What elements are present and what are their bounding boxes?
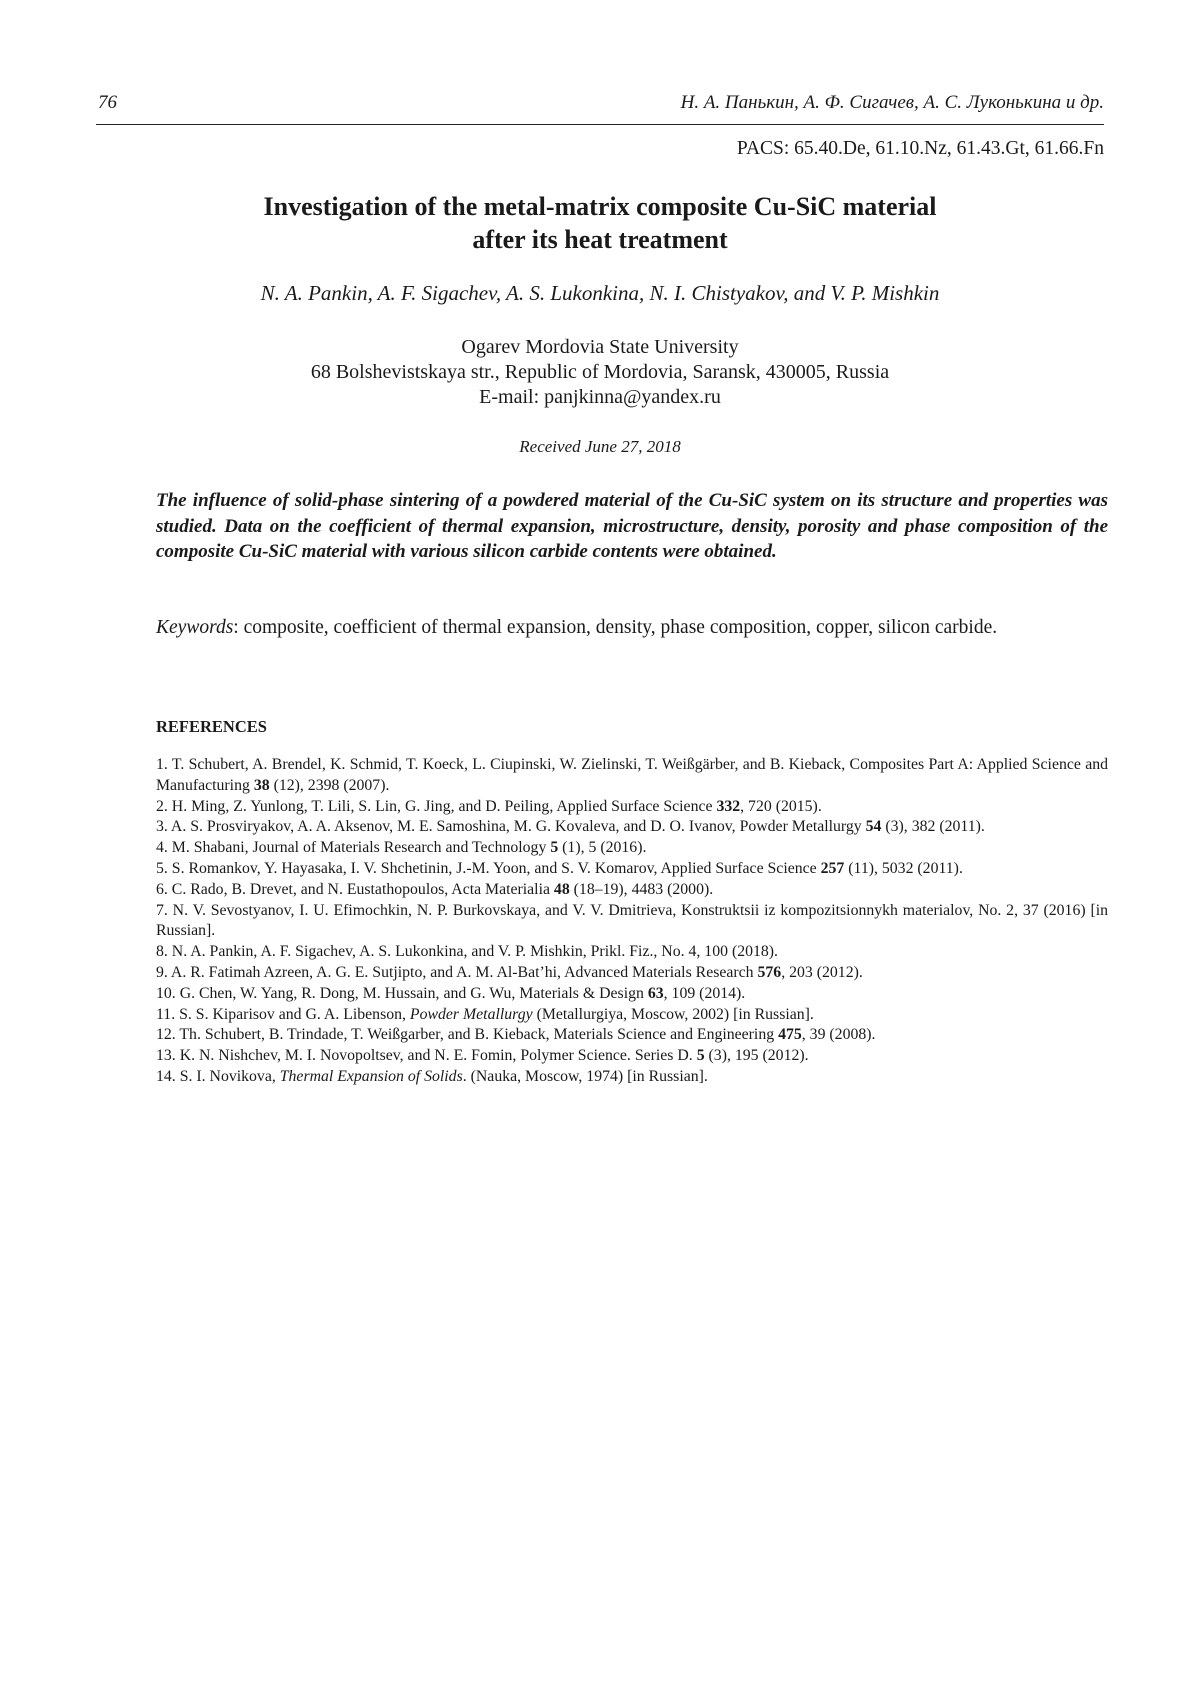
reference-text: 13. K. N. Nishchev, M. I. Novopoltsev, and N. E. Fomin, Polymer Science. Series D.: [156, 1047, 697, 1064]
reference-text: (3), 195 (2012).: [705, 1047, 809, 1064]
institution-address: 68 Bolshevistskaya str., Republic of Mordovia, Saransk, 430005, Russia: [100, 360, 1100, 385]
reference-item: [156, 838, 1108, 859]
page-number: 76: [98, 92, 117, 114]
institution-name: Ogarev Mordovia State University: [100, 335, 1100, 360]
keywords: [156, 615, 1108, 641]
reference-text: , 203 (2012).: [781, 964, 863, 981]
reference-text: 7. N. V. Sevostyanov, I. U. Efimochkin, N. P. Burkovskaya, and V. V. Dmitrieva, Konstruktsii iz kompozitsionnykh materialov, No. 2, 37 (2016) [in Russian].: [156, 902, 1108, 940]
reference-text: 11. S. S. Kiparisov and G. A. Libenson,: [156, 1006, 410, 1023]
reference-item: [156, 817, 1108, 838]
reference-text: . (Nauka, Moscow, 1974) [in Russian].: [463, 1068, 708, 1085]
reference-text: 8. N. A. Pankin, A. F. Sigachev, A. S. Lukonkina, and V. P. Mishkin, Prikl. Fiz., No. 4, 100 (2018).: [156, 943, 778, 960]
reference-book-title: Thermal Expansion of Solids: [280, 1068, 463, 1085]
reference-volume: 5: [550, 839, 558, 856]
article-title-line1: Investigation of the metal-matrix composite Cu-SiC material: [100, 190, 1100, 223]
reference-text: 3. A. S. Prosviryakov, A. A. Aksenov, M. E. Samoshina, M. G. Kovaleva, and D. O. Ivanov, Powder Metallurgy: [156, 818, 866, 835]
contact-email: E-mail: panjkinna@yandex.ru: [100, 385, 1100, 410]
reference-text: , 720 (2015).: [740, 798, 822, 815]
reference-text: 6. C. Rado, B. Drevet, and N. Eustathopoulos, Acta Materialia: [156, 881, 554, 898]
reference-item: [156, 963, 1108, 984]
reference-text: (12), 2398 (2007).: [270, 777, 390, 794]
reference-text: (1), 5 (2016).: [558, 839, 646, 856]
pacs-codes: PACS: 65.40.De, 61.10.Nz, 61.43.Gt, 61.66.Fn: [737, 138, 1104, 160]
received-date: Received June 27, 2018: [100, 437, 1100, 457]
reference-text: 4. M. Shabani, Journal of Materials Research and Technology: [156, 839, 550, 856]
reference-text: , 39 (2008).: [802, 1026, 876, 1043]
reference-item: [156, 1025, 1108, 1046]
reference-text: 5. S. Romankov, Y. Hayasaka, I. V. Shchetinin, J.-M. Yoon, and S. V. Komarov, Applied Surface Science: [156, 860, 821, 877]
reference-item: [156, 859, 1108, 880]
reference-item: [156, 880, 1108, 901]
reference-text: , 109 (2014).: [664, 985, 746, 1002]
reference-item: [156, 984, 1108, 1005]
reference-text: 10. G. Chen, W. Yang, R. Dong, M. Hussain, and G. Wu, Materials & Design: [156, 985, 648, 1002]
article-title-line2: after its heat treatment: [100, 223, 1100, 256]
affiliation-block: [100, 335, 1100, 410]
reference-volume: 48: [554, 881, 570, 898]
reference-item: [156, 1067, 1108, 1088]
reference-item: [156, 797, 1108, 818]
author-list: N. A. Pankin, A. F. Sigachev, A. S. Lukonkina, N. I. Chistyakov, and V. P. Mishkin: [100, 281, 1100, 306]
reference-volume: 38: [254, 777, 270, 794]
reference-text: (Metallurgiya, Moscow, 2002) [in Russian].: [533, 1006, 814, 1023]
reference-item: [156, 755, 1108, 797]
reference-volume: 576: [758, 964, 782, 981]
reference-text: 1. T. Schubert, A. Brendel, K. Schmid, T. Koeck, L. Ciupinski, W. Zielinski, T. Weißgärber, and B. Kieback, Composites Part A: Applied Science and Manufacturing: [156, 756, 1108, 794]
running-head-authors: Н. А. Панькин, А. Ф. Сигачев, А. С. Луконькина и др.: [681, 92, 1104, 114]
reference-volume: 475: [778, 1026, 802, 1043]
reference-volume: 54: [866, 818, 882, 835]
references-heading: REFERENCES: [156, 717, 267, 737]
reference-item: [156, 1005, 1108, 1026]
reference-text: (18–19), 4483 (2000).: [570, 881, 713, 898]
header-rule: [96, 124, 1104, 125]
article-title: [100, 190, 1100, 256]
reference-list: [156, 755, 1108, 1088]
reference-book-title: Powder Metallurgy: [410, 1006, 533, 1023]
reference-text: 2. H. Ming, Z. Yunlong, T. Lili, S. Lin, G. Jing, and D. Peiling, Applied Surface Science: [156, 798, 716, 815]
reference-text: (3), 382 (2011).: [881, 818, 984, 835]
reference-item: [156, 1046, 1108, 1067]
reference-text: 9. A. R. Fatimah Azreen, A. G. E. Sutjipto, and A. M. Al-Bat’hi, Advanced Materials Research: [156, 964, 758, 981]
abstract: The influence of solid-phase sintering of a powdered material of the Cu-SiC system on its structure and properties was studied. Data on the coefficient of thermal expansion, microstructure, density, porosity and phase composition of the composite Cu-SiC material with various silicon carbide contents were obtained.: [156, 488, 1108, 565]
reference-text: (11), 5032 (2011).: [844, 860, 963, 877]
reference-volume: 63: [648, 985, 664, 1002]
keywords-text: : composite, coefficient of thermal expansion, density, phase composition, copper, silicon carbide.: [233, 617, 997, 638]
reference-text: 14. S. I. Novikova,: [156, 1068, 280, 1085]
reference-volume: 332: [716, 798, 740, 815]
reference-volume: 257: [821, 860, 845, 877]
reference-volume: 5: [697, 1047, 705, 1064]
keywords-label: Keywords: [156, 617, 233, 638]
reference-item: [156, 942, 1108, 963]
reference-text: 12. Th. Schubert, B. Trindade, T. Weißgarber, and B. Kieback, Materials Science and Engineering: [156, 1026, 778, 1043]
reference-item: [156, 901, 1108, 943]
